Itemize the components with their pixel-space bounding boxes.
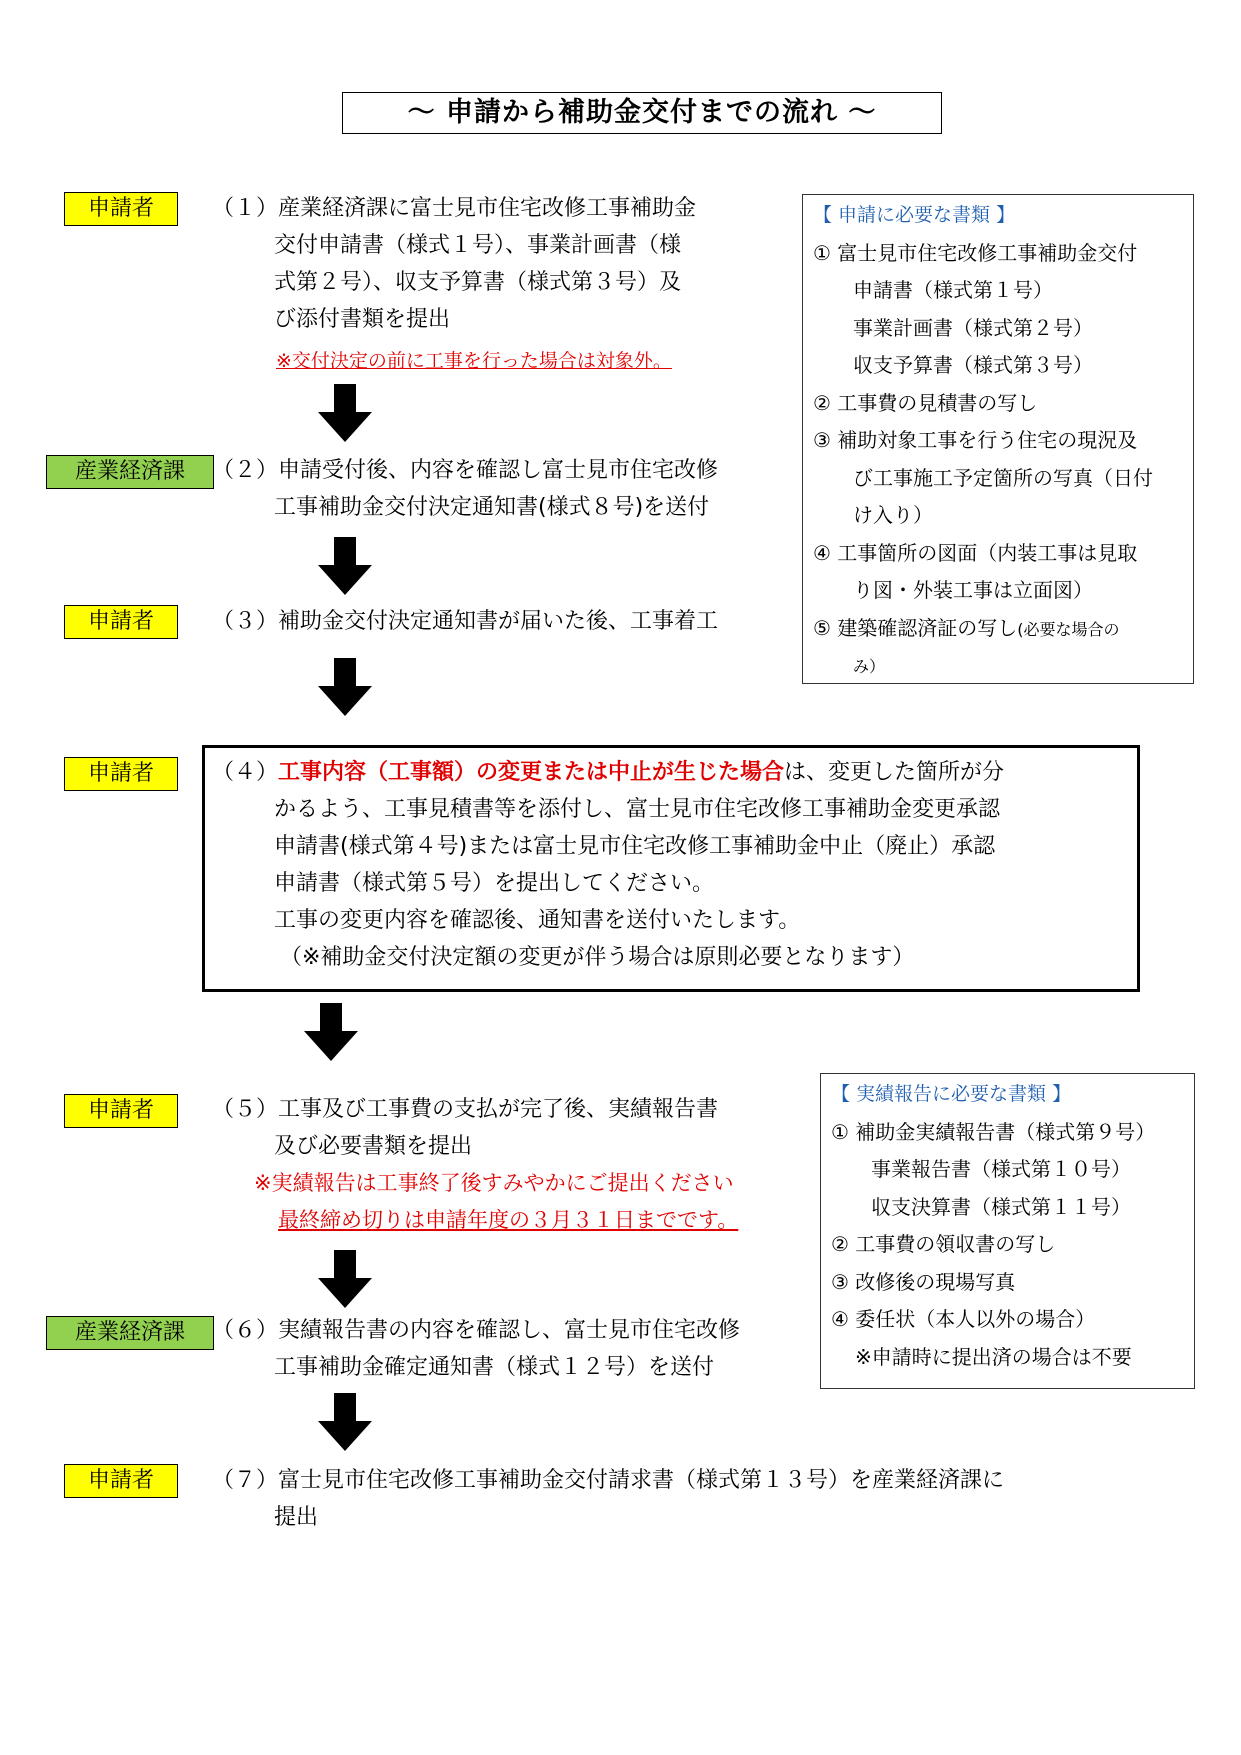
step-1-text (212, 190, 696, 338)
step-7-line: 提出 (274, 1505, 319, 1530)
down-arrow-icon (316, 384, 374, 442)
report-doc-item: 事業報告書（様式第１０号） (871, 1157, 1131, 1181)
step-4-line (212, 754, 1004, 791)
report-doc-item: ③ 改修後の現場写真 (831, 1269, 1016, 1294)
step-5-note-line: 最終締め切りは申請年度の３月３１日までです。 (278, 1208, 739, 1232)
step-3-line: （３）補助金交付決定通知書が届いた後、工事着工 (212, 609, 719, 634)
step-5-text (212, 1091, 718, 1165)
step-6-line: （６）実績報告書の内容を確認し、富士見市住宅改修 (212, 1318, 741, 1343)
down-arrow-icon (316, 658, 374, 716)
step-5-note-line: ※実績報告は工事終了後すみやかにご提出ください (254, 1171, 734, 1195)
step-4-highlight: 工事内容（工事額）の変更または中止が生じた場合 (278, 760, 785, 785)
down-arrow-icon (316, 537, 374, 595)
report-docs-heading: 【 実績報告に必要な書類 】 (831, 1083, 1072, 1105)
step-2-line: 工事補助金交付決定通知書(様式８号)を送付 (274, 495, 710, 520)
down-arrow-icon (302, 1003, 360, 1061)
step-5-note (254, 1165, 738, 1239)
actor-applicant-label: 申請者 (64, 192, 178, 226)
report-docs-box (820, 1073, 1195, 1389)
application-doc-item: み） (853, 657, 886, 676)
step-1-line: び添付書類を提出 (274, 307, 451, 332)
step-4-line: 工事の変更内容を確認後、通知書を送付いたします。 (274, 908, 801, 933)
actor-applicant-label: 申請者 (64, 1094, 178, 1128)
step-7-text (212, 1462, 1004, 1536)
application-doc-item: ④ 工事箇所の図面（内装工事は見取 (813, 540, 1138, 565)
step-6-line: 工事補助金確定通知書（様式１２号）を送付 (274, 1355, 715, 1380)
report-doc-item: 収支決算書（様式第１１号） (871, 1194, 1131, 1219)
step-2-text (212, 452, 718, 526)
actor-department-label: 産業経済課 (46, 1316, 214, 1350)
actor-applicant-label: 申請者 (64, 1464, 178, 1498)
report-doc-note: ※申請時に提出済の場合は不要 (855, 1344, 1132, 1369)
step-1-line: （１）産業経済課に富士見市住宅改修工事補助金 (212, 196, 697, 221)
report-doc-item: ④ 委任状（本人以外の場合） (831, 1307, 1096, 1331)
page-title: ～ 申請から補助金交付までの流れ ～ (342, 92, 942, 134)
step-5-line: 及び必要書類を提出 (274, 1134, 473, 1159)
step-4-line1-rest: は、変更した箇所が分 (784, 760, 1005, 785)
step-1-line: 交付申請書（様式１号）、事業計画書（様 (274, 233, 682, 258)
down-arrow-icon (316, 1250, 374, 1308)
actor-applicant-label: 申請者 (64, 757, 178, 791)
step-4-line: 申請書(様式第４号)または富士見市住宅改修工事補助金中止（廃止）承認 (274, 834, 996, 859)
application-doc-item (813, 610, 1183, 649)
application-doc-item: び工事施工予定箇所の写真（日付 (853, 465, 1153, 490)
application-doc-item: 申請書（様式第１号） (853, 278, 1053, 302)
report-doc-item: ① 補助金実績報告書（様式第９号） (831, 1119, 1156, 1144)
down-arrow-icon (316, 1393, 374, 1451)
step-7-line: （７）富士見市住宅改修工事補助金交付請求書（様式第１３号）を産業経済課に (212, 1468, 1005, 1493)
application-doc-item-aside: (必要な場合の (1017, 619, 1120, 639)
actor-department-label: 産業経済課 (46, 455, 214, 489)
application-docs-heading: 【 申請に必要な書類 】 (813, 204, 1016, 226)
application-doc-item: 収支予算書（様式第３号） (853, 353, 1093, 377)
application-docs-box (802, 194, 1194, 684)
step-5-line: （５）工事及び工事費の支払が完了後、実績報告書 (212, 1097, 719, 1122)
application-doc-item: ② 工事費の見積書の写し (813, 390, 1038, 415)
step-6-text (212, 1312, 740, 1386)
step-4-line: （※補助金交付決定額の変更が伴う場合は原則必要となります） (280, 945, 915, 970)
step-1-line: 式第２号）、収支予算書（様式第３号）及 (274, 270, 682, 295)
application-doc-item: け入り） (853, 503, 933, 527)
step-1-note: ※交付決定の前に工事を行った場合は対象外。 (276, 350, 672, 372)
application-doc-item: ③ 補助対象工事を行う住宅の現況及 (813, 428, 1138, 452)
application-doc-item: 事業計画書（様式第２号） (853, 315, 1093, 340)
step-4-prefix: （４） (212, 760, 279, 785)
report-doc-item: ② 工事費の領収書の写し (831, 1232, 1056, 1256)
step-2-line: （２）申請受付後、内容を確認し富士見市住宅改修 (212, 458, 719, 483)
step-4-text (212, 754, 1004, 976)
actor-applicant-label: 申請者 (64, 605, 178, 639)
step-4-line: かるよう、工事見積書等を添付し、富士見市住宅改修工事補助金変更承認 (274, 797, 1001, 822)
application-doc-item-main: ⑤ 建築確認済証の写し (813, 615, 1018, 640)
step-3-text (212, 603, 718, 640)
application-doc-item: り図・外装工事は立面図） (853, 578, 1093, 602)
step-4-line: 申請書（様式第５号）を提出してください。 (274, 871, 715, 896)
application-doc-item: ① 富士見市住宅改修工事補助金交付 (813, 240, 1138, 265)
